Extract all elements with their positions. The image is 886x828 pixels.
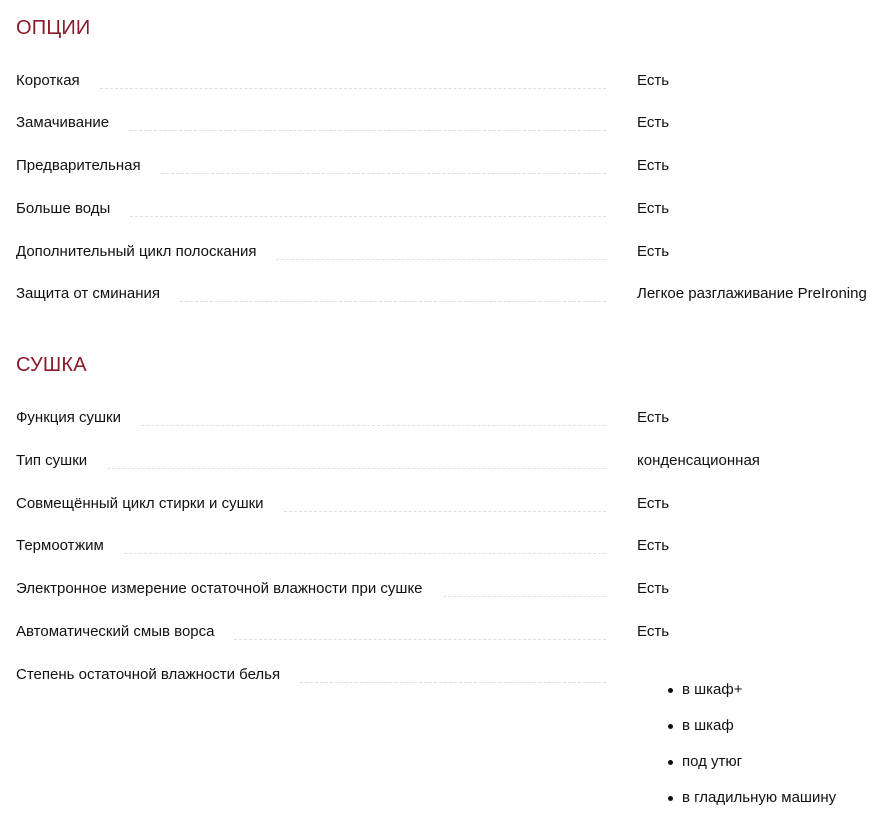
spec-row-soaking [16, 114, 886, 136]
spec-value: Есть [637, 72, 670, 89]
spec-value: конденсационная [637, 452, 760, 469]
spec-name: Степень остаточной влажности белья [16, 666, 281, 683]
spec-row-moisture-sensor [16, 580, 886, 602]
dotted-leader [124, 553, 606, 554]
dotted-leader [141, 425, 606, 426]
spec-value: Есть [637, 495, 670, 512]
dotted-leader [276, 259, 606, 260]
spec-value: Есть [637, 623, 670, 640]
spec-name: Термоотжим [16, 537, 104, 554]
spec-value: Есть [637, 580, 670, 597]
list-item: в шкаф+ [668, 681, 836, 717]
spec-value: Есть [637, 200, 670, 217]
dotted-leader [443, 596, 606, 597]
spec-value: Есть [637, 114, 670, 131]
dotted-leader [234, 639, 606, 640]
spec-name: Автоматический смыв ворса [16, 623, 215, 640]
spec-row-combined-cycle [16, 495, 886, 517]
spec-row-short [16, 72, 886, 94]
dotted-leader [300, 682, 606, 683]
spec-name: Короткая [16, 72, 80, 89]
spec-name: Совмещённый цикл стирки и сушки [16, 495, 264, 512]
spec-value: Есть [637, 243, 670, 260]
options-section-title: ОПЦИИ [16, 17, 91, 39]
list-item: в шкаф [668, 717, 836, 753]
spec-name: Функция сушки [16, 409, 121, 426]
list-item: в гладильную машину [668, 789, 836, 825]
list-item: под утюг [668, 753, 836, 789]
spec-row-drying-function [16, 409, 886, 431]
dotted-leader [100, 88, 606, 89]
spec-name: Больше воды [16, 200, 111, 217]
spec-row-thermo-spin [16, 537, 886, 559]
drying-section-title: СУШКА [16, 354, 87, 376]
dotted-leader [107, 468, 606, 469]
spec-name: Замачивание [16, 114, 110, 131]
spec-name: Защита от сминания [16, 285, 160, 302]
spec-row-extra-rinse [16, 243, 886, 265]
spec-name: Дополнительный цикл полоскания [16, 243, 257, 260]
spec-row-more-water [16, 200, 886, 222]
spec-name: Предварительная [16, 157, 141, 174]
spec-name: Тип сушки [16, 452, 88, 469]
spec-value: Легкое разглаживание PreIroning [637, 285, 867, 302]
dotted-leader [161, 173, 606, 174]
spec-row-lint-flush [16, 623, 886, 645]
spec-name: Электронное измерение остаточной влажности при сушке [16, 580, 423, 597]
spec-row-anti-crease [16, 285, 886, 307]
dotted-leader [129, 130, 606, 131]
spec-value: Есть [637, 409, 670, 426]
spec-value: Есть [637, 157, 670, 174]
spec-value: Есть [637, 537, 670, 554]
spec-row-drying-type [16, 452, 886, 474]
dotted-leader [180, 301, 606, 302]
dotted-leader [130, 216, 606, 217]
residual-moisture-values [668, 681, 836, 825]
spec-row-prewash [16, 157, 886, 179]
dotted-leader [284, 511, 606, 512]
